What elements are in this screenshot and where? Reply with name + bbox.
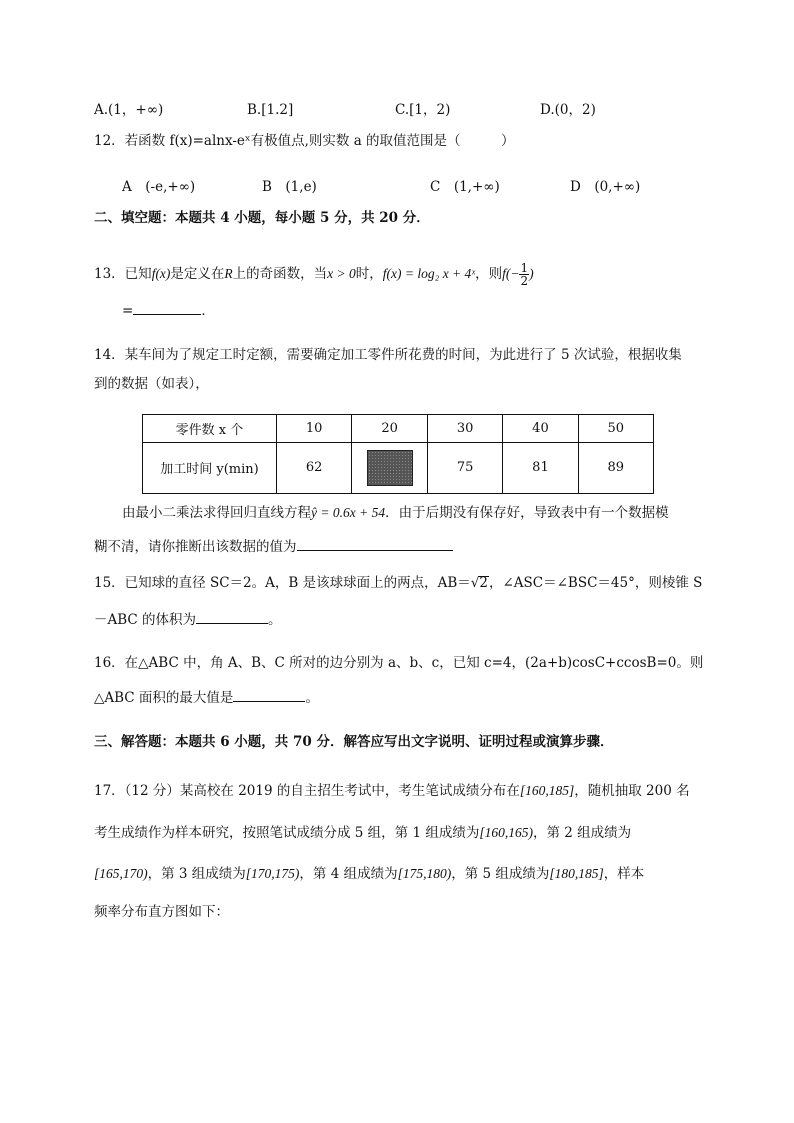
section-2-heading: 二、填空题：本题共 4 小题，每小题 5 分，共 20 分．	[94, 210, 430, 226]
q15-text-1a: 15．已知球的直径 SC＝2。A，B 是该球球面上的两点，AB＝	[94, 575, 471, 591]
q13-text-2: 是定义在	[170, 266, 225, 282]
q13-text-3: 上的奇函数，当	[232, 266, 328, 282]
y-cell-3: 75	[427, 442, 502, 493]
table-row-x	[143, 415, 654, 443]
q11-option-d: D.(0，2)	[540, 102, 596, 118]
q17-text-1b: ，随机抽取 200 名	[574, 783, 690, 799]
q14-line-1: 14．某车间为了规定工时定额，需要确定加工零件所花费的时间，为此进行了 5 次试验，根据收集	[94, 347, 682, 363]
q17-range-all: [160,185]	[519, 783, 575, 798]
x-cell-4: 40	[503, 415, 578, 443]
q13-set-r: R	[224, 266, 233, 281]
q16-end: 。	[305, 690, 319, 706]
q15-answer-blank	[196, 611, 268, 624]
q13-frac-den: 2	[520, 274, 529, 288]
q17-text-3b: ，第 4 组成绩为	[299, 866, 398, 882]
q12-option-d: D (0,+∞)	[570, 179, 641, 195]
q17-line-1	[94, 784, 690, 799]
q11-option-c: C.[1，2)	[395, 102, 451, 118]
q13-formula: f(x) = log₂ x + 4ˣ	[382, 266, 476, 281]
q15-line-1: 15．已知球的直径 SC＝2。A，B 是该球球面上的两点，AB＝√2，∠ASC＝∠BSC＝45°，则棱锥 S	[94, 575, 703, 591]
q17-group-5: [180,185]	[549, 866, 604, 881]
q12-option-b: B (1,e)	[262, 179, 317, 195]
y-cell-2-obscured	[352, 442, 428, 493]
q13-f-neg: f(−	[502, 266, 520, 281]
q17-text-3d: ，样本	[603, 866, 645, 882]
q16-line-2	[94, 689, 319, 706]
q17-text-2a: 考生成绩作为样本研究，按照笔试成绩分成 5 组，第 1 组成绩为	[94, 825, 480, 841]
q17-group-1: [160,165)	[479, 825, 533, 840]
q11-option-a: A.(1，+∞)	[94, 102, 164, 118]
q14-regression-equation: ŷ = 0.6x + 54	[311, 505, 386, 520]
q17-line-3	[94, 867, 644, 882]
q13-end: ．	[201, 303, 215, 319]
q11-option-b: B.[1.2]	[247, 102, 294, 118]
q17-text-1a: 17．（12 分）某高校在 2019 的自主招生考试中，考生笔试成绩分布在	[94, 783, 520, 799]
q14-data-table	[142, 414, 654, 494]
q16-text-2: △ABC 面积的最大值是	[94, 690, 234, 706]
q15-text-2: －ABC 的体积为	[94, 612, 197, 628]
x-cell-3: 30	[427, 415, 502, 443]
y-cell-5: 89	[578, 442, 653, 493]
q13-fx: f(x)	[151, 266, 171, 281]
q13-answer-blank	[133, 302, 201, 315]
q16-line-1: 16．在△ABC 中，角 A、B、C 所对的边分别为 a、b、c，已知 c=4，(2a+b)cosC+ccosB=0。则	[94, 655, 704, 671]
y-cell-1: 62	[276, 442, 351, 493]
x-cell-1: 10	[276, 415, 351, 443]
q13-condition: x > 0	[327, 266, 356, 281]
q13-fraction	[519, 262, 529, 287]
q13-frac-num: 1	[520, 261, 529, 275]
obscured-value-block	[367, 450, 413, 486]
q13-answer-line	[122, 302, 215, 319]
q13-close: )	[529, 266, 534, 281]
y-cell-4: 81	[503, 442, 578, 493]
x-cell-2: 20	[352, 415, 428, 443]
q14-text-3b: ．由于后期没有保存好，导致表中有一个数据模	[385, 505, 669, 521]
q12-option-a: A (-e,+∞)	[122, 179, 196, 195]
table-row-y	[143, 442, 654, 493]
q14-text-3a: 由最小二乘法求得回归直线方程	[122, 505, 311, 521]
q17-group-4: [175,180)	[397, 866, 452, 881]
row-label-x: 零件数 x 个	[143, 415, 277, 443]
q15-text-1b: ，∠ASC＝∠BSC＝45°，则棱锥 S	[488, 575, 703, 591]
q13-eq: =	[122, 303, 134, 319]
q14-text-4: 糊不清，请你推断出该数据的值为	[94, 539, 297, 555]
q13-text-4: 时，	[355, 266, 383, 282]
q15-sqrt: 2	[479, 575, 488, 591]
q15-end: 。	[268, 612, 282, 628]
q14-line-2: 到的数据（如表），	[94, 376, 209, 392]
x-cell-5: 50	[578, 415, 653, 443]
q16-answer-blank	[233, 689, 305, 702]
q13-text-5: ，则	[475, 266, 503, 282]
q13-text-1: 13．已知	[94, 266, 152, 282]
q14-line-3	[122, 506, 669, 521]
q17-group-2: [165,170)	[94, 866, 148, 881]
q14-answer-blank	[297, 538, 453, 551]
q17-line-2	[94, 826, 631, 841]
section-3-heading: 三、解答题：本题共 6 小题，共 70 分．解答应写出文字说明、证明过程或演算步骤．	[94, 734, 614, 750]
q17-text-3c: ，第 5 组成绩为	[451, 866, 550, 882]
q17-group-3: [170,175)	[245, 866, 300, 881]
q17-text-3a: ，第 3 组成绩为	[147, 866, 246, 882]
q13-question	[94, 262, 534, 287]
q17-line-4: 频率分布直方图如下：	[94, 904, 229, 920]
q12-question: 12．若函数 f(x)=alnx-eˣ有极值点,则实数 a 的取值范围是（ ）	[94, 133, 515, 149]
q15-line-2	[94, 611, 282, 628]
row-label-y: 加工时间 y(min)	[143, 442, 277, 493]
q12-option-c: C (1,+∞)	[430, 179, 500, 195]
q17-text-2b: ，第 2 组成绩为	[532, 825, 632, 841]
q14-line-4	[94, 538, 453, 555]
